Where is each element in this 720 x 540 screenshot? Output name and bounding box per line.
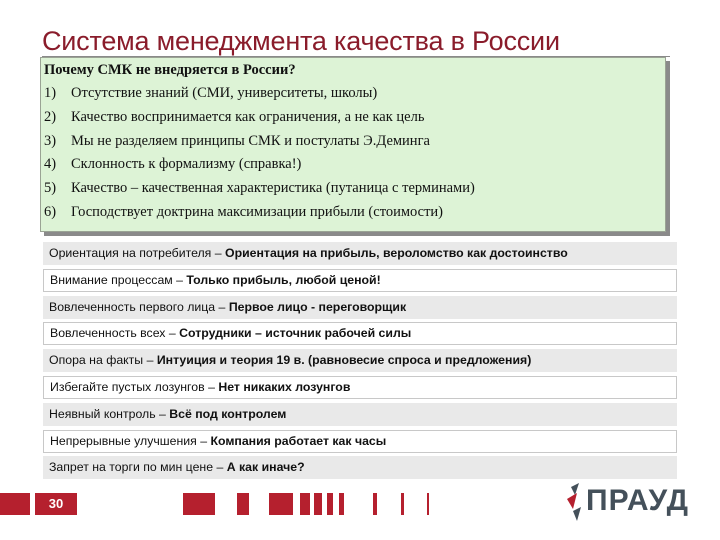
reason-text: Склонность к формализму (справка!) xyxy=(71,156,302,172)
reason-text: Мы не разделяем принципы СМК и постулаты Э.Деминга xyxy=(71,133,430,149)
principle-row xyxy=(43,242,677,265)
principle-reality: Всё под контролем xyxy=(169,406,287,421)
reason-text: Отсутствие знаний (СМИ, университеты, школы) xyxy=(71,85,378,101)
reason-item xyxy=(44,109,424,126)
principle-name: Непрерывные улучшения – xyxy=(50,433,211,448)
footer-bar-segment xyxy=(427,493,429,515)
principle-reality: Нет никаких лозунгов xyxy=(218,379,351,394)
principle-row xyxy=(43,456,677,479)
reasons-box xyxy=(40,57,666,232)
footer-bar-segment xyxy=(314,493,322,515)
principle-row xyxy=(43,376,677,399)
principle-name: Избегайте пустых лозунгов – xyxy=(50,379,219,394)
principle-row xyxy=(43,403,677,426)
footer-bar-segment xyxy=(183,493,215,515)
reason-item xyxy=(44,156,301,173)
footer-bar-segment xyxy=(373,493,377,515)
reason-number: 5) xyxy=(44,180,57,196)
principle-row xyxy=(43,349,677,372)
logo-shape-top xyxy=(571,483,579,495)
reason-item xyxy=(44,133,430,150)
footer-bar-segment xyxy=(237,493,249,515)
principle-row xyxy=(43,269,677,292)
principle-row xyxy=(43,430,677,453)
reason-number: 4) xyxy=(44,156,57,172)
footer-bar-segment xyxy=(269,493,293,515)
principles-list xyxy=(43,242,677,483)
reasons-question: Почему СМК не внедряется в России? xyxy=(44,62,296,78)
principle-name: Вовлеченность всех – xyxy=(50,326,180,341)
footer-bar-segment xyxy=(327,493,333,515)
principle-name: Неявный контроль – xyxy=(49,406,170,421)
reason-number: 1) xyxy=(44,85,57,101)
footer-bar-segment xyxy=(300,493,310,515)
principle-name: Вовлеченность первого лица – xyxy=(49,299,229,314)
reason-item xyxy=(44,180,475,197)
principle-name: Внимание процессам – xyxy=(50,272,187,287)
reason-text: Качество – качественная характеристика (путаница с терминами) xyxy=(71,180,475,196)
logo-shape-bottom xyxy=(573,507,581,521)
principle-row xyxy=(43,296,677,319)
principle-reality: Только прибыль, любой ценой! xyxy=(186,272,381,287)
principle-name: Опора на факты – xyxy=(49,353,157,368)
slide-title: Система менеджмента качества в России xyxy=(42,26,560,56)
principle-reality: Интуиция и теория 19 в. (равновесие спроса и предложения) xyxy=(156,353,532,368)
principle-name: Ориентация на потребителя – xyxy=(49,246,226,260)
principle-reality: А как иначе? xyxy=(226,460,305,475)
principle-reality: Сотрудники – источник рабочей силы xyxy=(179,326,412,341)
reason-number: 3) xyxy=(44,133,57,149)
principle-row xyxy=(43,322,677,345)
reason-text: Качество воспринимается как ограничения, а не как цель xyxy=(71,109,425,125)
reason-number: 2) xyxy=(44,109,57,125)
footer-bar-segment xyxy=(339,493,344,515)
logo-shape-mid xyxy=(567,493,577,509)
footer-bar-segment xyxy=(0,493,30,515)
principle-reality: Первое лицо - переговорщик xyxy=(228,299,407,314)
reason-number: 6) xyxy=(44,204,57,220)
praud-logo-text: ПРАУД xyxy=(586,484,689,517)
principle-reality: Ориентация на прибыль, вероломство как достоинство xyxy=(225,246,568,260)
reason-text: Господствует доктрина максимизации прибыли (стоимости) xyxy=(71,204,444,220)
page-number: 30 xyxy=(48,496,64,511)
principle-name: Запрет на торги по мин цене – xyxy=(49,460,227,475)
reason-item xyxy=(44,204,443,221)
principle-reality: Компания работает как часы xyxy=(210,433,387,448)
reason-item xyxy=(44,85,377,102)
footer-bar-segment xyxy=(401,493,404,515)
